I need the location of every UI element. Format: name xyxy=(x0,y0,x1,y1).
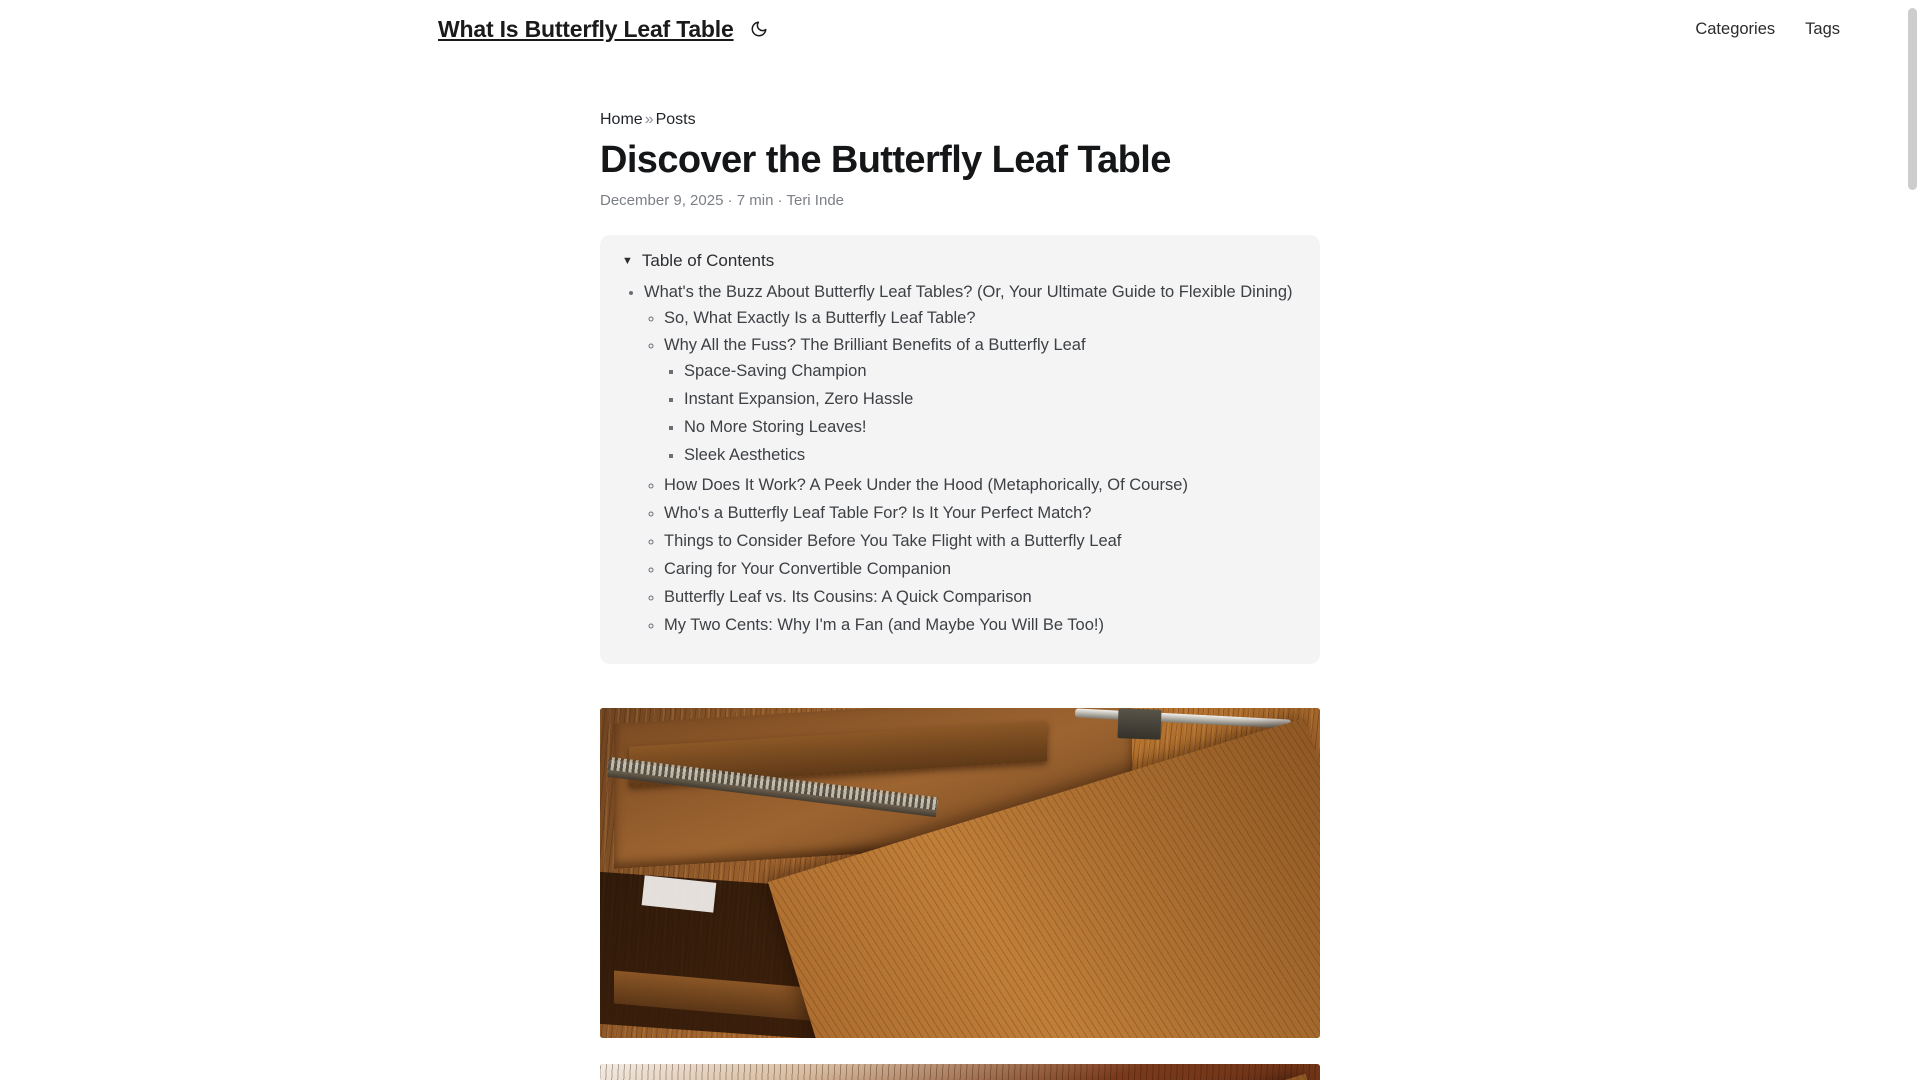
list-item[interactable] xyxy=(684,386,1298,414)
wood-table-photo xyxy=(600,708,1320,1038)
page-title: Discover the Butterfly Leaf Table xyxy=(600,138,1171,181)
toc-list-level-1 xyxy=(622,279,1298,642)
list-item[interactable] xyxy=(664,528,1298,556)
toc-summary[interactable] xyxy=(622,251,1298,271)
list-item[interactable] xyxy=(644,279,1298,642)
toc-link[interactable]: So, What Exactly Is a Butterfly Leaf Table? xyxy=(664,308,976,327)
breadcrumb xyxy=(600,110,1320,131)
toc-link[interactable]: Butterfly Leaf vs. Its Cousins: A Quick Comparison xyxy=(664,587,1032,606)
list-item[interactable] xyxy=(664,305,1298,333)
list-item[interactable] xyxy=(664,584,1298,612)
toc-link[interactable]: Space-Saving Champion xyxy=(684,362,867,381)
toc-link[interactable]: My Two Cents: Why I'm a Fan (and Maybe You Will Be Too!) xyxy=(664,615,1104,634)
wood-table-photo-2 xyxy=(600,1064,1320,1080)
list-item[interactable] xyxy=(684,442,1298,470)
vertical-scrollbar[interactable] xyxy=(1905,0,1920,1080)
table-of-contents[interactable] xyxy=(600,235,1320,664)
nav-link-tags[interactable]: Tags xyxy=(1805,19,1840,38)
metal-bracket xyxy=(1118,709,1162,740)
toc-link[interactable]: Who's a Butterfly Leaf Table For? Is It Your Perfect Match? xyxy=(664,504,1092,522)
toc-link[interactable]: What's the Buzz About Butterfly Leaf Tables? (Or, Your Ultimate Guide to Flexible Dining) xyxy=(644,282,1293,301)
list-item[interactable] xyxy=(684,358,1298,386)
list-item[interactable] xyxy=(664,332,1298,472)
wood-grain-layer xyxy=(600,1064,1320,1080)
vertical-scrollbar-thumb[interactable] xyxy=(1908,8,1917,190)
butterfly-leaf-table-mechanism-photo xyxy=(600,708,1320,1038)
toc-link[interactable]: Why All the Fuss? The Brilliant Benefits of a Butterfly Leaf xyxy=(664,336,1086,355)
moon-icon[interactable] xyxy=(748,18,770,40)
breadcrumb-posts[interactable]: Posts xyxy=(655,111,696,128)
toc-summary-label: Table of Contents xyxy=(641,250,775,270)
breadcrumb-separator: » xyxy=(644,111,654,128)
toc-link[interactable]: Things to Consider Before You Take Flight with a Butterfly Leaf xyxy=(664,531,1122,550)
toc-list-level-2 xyxy=(644,305,1298,640)
list-item[interactable] xyxy=(664,472,1298,500)
post-page xyxy=(600,58,1320,1080)
toc-link[interactable]: Instant Expansion, Zero Hassle xyxy=(684,390,914,409)
site-header xyxy=(0,0,1920,58)
site-title[interactable]: What Is Butterfly Leaf Table xyxy=(438,15,734,42)
toc-list-level-3 xyxy=(664,358,1298,470)
main-nav xyxy=(1695,20,1892,39)
list-item[interactable] xyxy=(684,414,1298,442)
breadcrumb-home[interactable]: Home xyxy=(600,111,643,128)
brand-wrap xyxy=(438,16,770,43)
list-item[interactable] xyxy=(664,500,1298,528)
chevron-down-icon: ▼ xyxy=(622,255,633,268)
toc-link[interactable]: Caring for Your Convertible Companion xyxy=(664,559,952,578)
toc-link[interactable]: Sleek Aesthetics xyxy=(684,446,806,465)
list-item[interactable] xyxy=(664,556,1298,584)
nav-link-categories[interactable]: Categories xyxy=(1695,19,1776,38)
butterfly-leaf-table-second-photo xyxy=(600,1064,1320,1080)
post-meta: December 9, 2025 · 7 min · Teri Inde xyxy=(600,191,845,209)
toc-link[interactable]: No More Storing Leaves! xyxy=(684,418,867,437)
list-item[interactable] xyxy=(664,612,1298,640)
toc-link[interactable]: How Does It Work? A Peek Under the Hood (Metaphorically, Of Course) xyxy=(664,476,1188,495)
